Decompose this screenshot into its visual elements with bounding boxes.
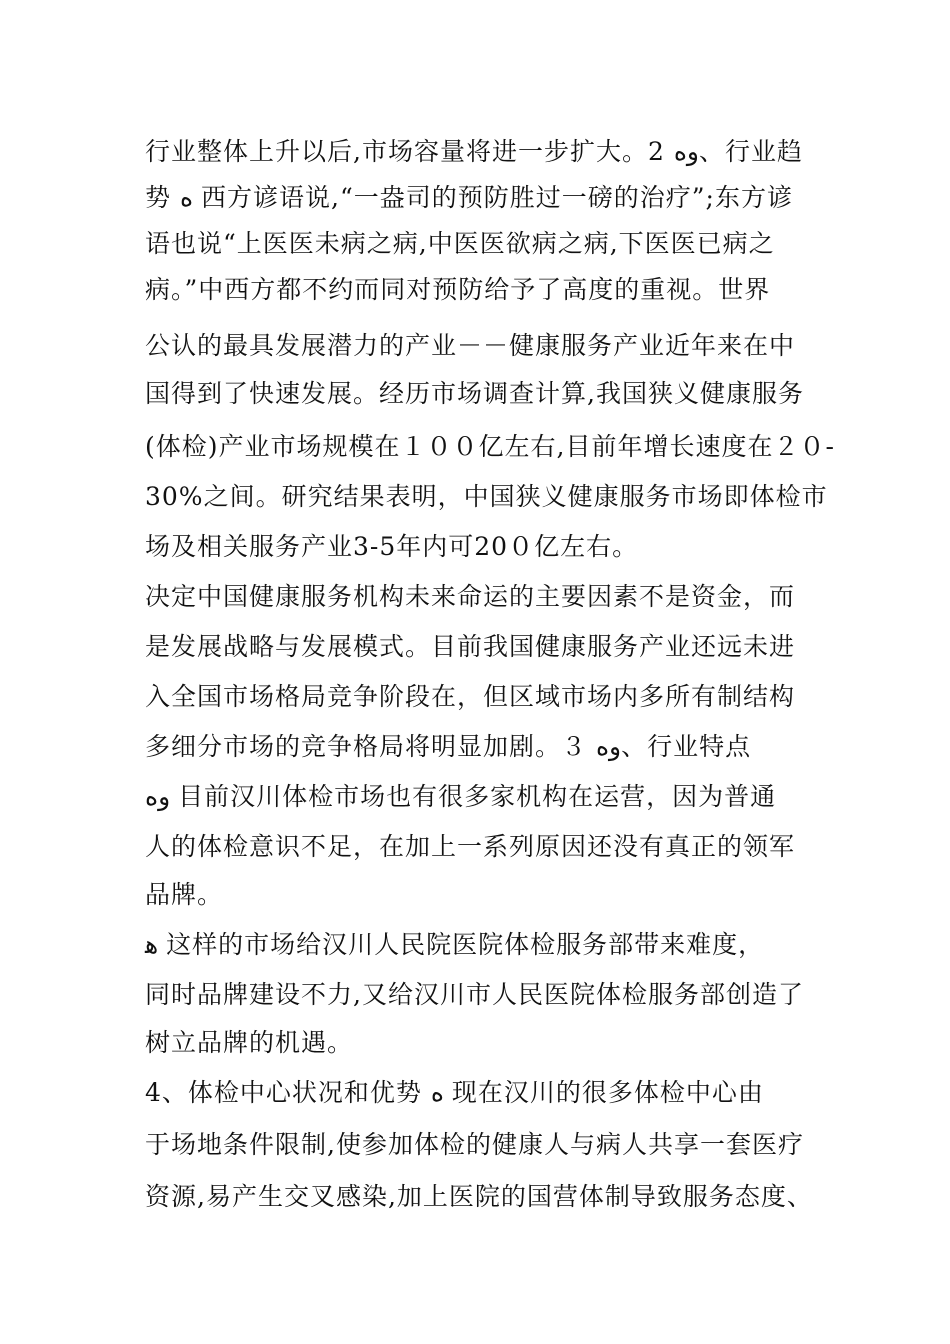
text-line: 资源,易产生交叉感染,加上医院的国营体制导致服务态度、: [145, 1182, 813, 1211]
text-line: 国得到了快速发展。经历市场调查计算,我国狭义健康服务: [145, 379, 804, 408]
text-line: 多细分市场的竞争格局将明显加剧。３ ﻭﻩ、行业特点: [145, 732, 752, 761]
text-line: 同时品牌建设不力,又给汉川市人民医院体检服务部创造了: [145, 980, 804, 1009]
text-line: ﻫ 这样的市场给汉川人民院医院体检服务部带来难度，: [145, 930, 765, 959]
text-line: 病。”中西方都不约而同对预防给予了高度的重视。世界: [145, 275, 771, 304]
text-line: 入全国市场格局竞争阶段在，但区域市场内多所有制结构: [145, 682, 796, 711]
text-line: 决定中国健康服务机构未来命运的主要因素不是资金，而: [145, 582, 796, 611]
text-line: 语也说“上医医未病之病,中医医欲病之病,下医医已病之: [145, 229, 775, 258]
text-line: 树立品牌的机遇。: [145, 1028, 354, 1057]
text-line: ﻭﻩ 目前汉川体检市场也有很多家机构在运营，因为普通: [145, 782, 777, 811]
text-line: 人的体检意识不足，在加上一系列原因还没有真正的领军: [145, 832, 796, 861]
text-line: 30%之间。研究结果表明，中国狭义健康服务市场即体检市: [145, 482, 828, 511]
text-line: 是发展战略与发展模式。目前我国健康服务产业还远未进: [145, 632, 796, 661]
text-line: 于场地条件限制,使参加体检的健康人与病人共享一套医疗: [145, 1130, 804, 1159]
text-line: 场及相关服务产业3-5年内可20０亿左右。: [145, 532, 639, 561]
text-line: 公认的最具发展潜力的产业－－健康服务产业近年来在中: [145, 331, 796, 360]
text-line: 势 ﻩ 西方谚语说,“一盎司的预防胜过一磅的治疗”;东方谚: [145, 183, 793, 212]
text-line: 4、体检中心状况和优势 ﻩ 现在汉川的很多体检中心由: [145, 1078, 764, 1107]
text-line: 行业整体上升以后,市场容量将进一步扩大。2 ﻭﻩ、行业趋: [145, 137, 803, 166]
text-line: 品牌。: [145, 880, 224, 909]
text-line: (体检)产业市场规模在１００亿左右,目前年增长速度在２０-: [145, 432, 835, 461]
